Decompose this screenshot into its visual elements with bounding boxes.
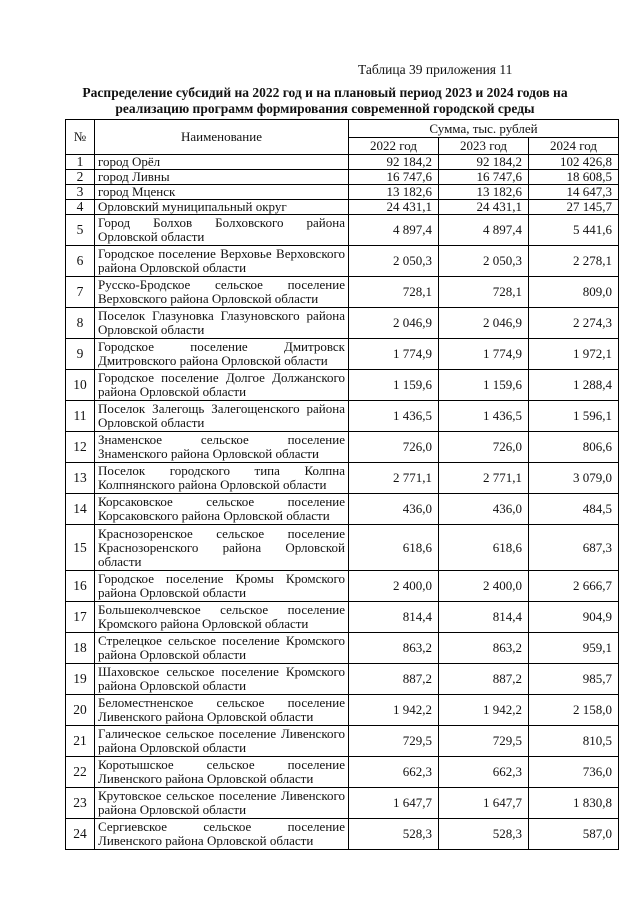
value-2024: 2 666,7	[529, 571, 619, 602]
value-2023: 726,0	[439, 432, 529, 463]
value-2023: 2 400,0	[439, 571, 529, 602]
value-2023: 1 942,2	[439, 695, 529, 726]
value-2024: 14 647,3	[529, 185, 619, 200]
row-number: 10	[66, 370, 95, 401]
header-year-2024: 2024 год	[529, 138, 619, 155]
value-2024: 1 596,1	[529, 401, 619, 432]
value-2024: 5 441,6	[529, 215, 619, 246]
value-2024: 18 608,5	[529, 170, 619, 185]
table-row	[66, 695, 619, 726]
row-name: город Мценск	[95, 185, 349, 200]
table-row	[66, 757, 619, 788]
row-name: Галическое сельское поселение Ливенского района Орловской области	[95, 726, 349, 757]
value-2023: 728,1	[439, 277, 529, 308]
value-2022: 92 184,2	[349, 155, 439, 170]
value-2023: 1 436,5	[439, 401, 529, 432]
row-name: Поселок городского типа Колпна Колпнянского района Орловской области	[95, 463, 349, 494]
value-2022: 2 771,1	[349, 463, 439, 494]
value-2023: 2 046,9	[439, 308, 529, 339]
row-name: Поселок Залегощь Залегощенского района Орловской области	[95, 401, 349, 432]
row-number: 13	[66, 463, 95, 494]
table-row	[66, 633, 619, 664]
row-name: Город Болхов Болховского района Орловской области	[95, 215, 349, 246]
table-row	[66, 155, 619, 170]
row-number: 23	[66, 788, 95, 819]
table-row	[66, 370, 619, 401]
table-row	[66, 463, 619, 494]
row-name: Стрелецкое сельское поселение Кромского района Орловской области	[95, 633, 349, 664]
value-2022: 1 159,6	[349, 370, 439, 401]
value-2024: 484,5	[529, 494, 619, 525]
row-name: город Орёл	[95, 155, 349, 170]
header-sum: Сумма, тыс. рублей	[349, 120, 619, 138]
row-number: 15	[66, 525, 95, 571]
row-number: 17	[66, 602, 95, 633]
value-2022: 1 436,5	[349, 401, 439, 432]
row-name: Большеколчевское сельское поселение Кромского района Орловской области	[95, 602, 349, 633]
value-2022: 618,6	[349, 525, 439, 571]
table-row	[66, 308, 619, 339]
value-2023: 1 647,7	[439, 788, 529, 819]
row-number: 21	[66, 726, 95, 757]
value-2022: 728,1	[349, 277, 439, 308]
value-2024: 959,1	[529, 633, 619, 664]
table-row	[66, 339, 619, 370]
value-2024: 2 158,0	[529, 695, 619, 726]
row-number: 12	[66, 432, 95, 463]
value-2022: 2 400,0	[349, 571, 439, 602]
value-2024: 3 079,0	[529, 463, 619, 494]
row-number: 5	[66, 215, 95, 246]
row-name: Беломестненское сельское поселение Ливенского района Орловской области	[95, 695, 349, 726]
value-2022: 662,3	[349, 757, 439, 788]
table-row	[66, 170, 619, 185]
row-number: 7	[66, 277, 95, 308]
value-2024: 810,5	[529, 726, 619, 757]
value-2024: 904,9	[529, 602, 619, 633]
value-2022: 1 942,2	[349, 695, 439, 726]
value-2024: 1 830,8	[529, 788, 619, 819]
header-year-2023: 2023 год	[439, 138, 529, 155]
row-number: 8	[66, 308, 95, 339]
value-2022: 726,0	[349, 432, 439, 463]
row-name: Поселок Глазуновка Глазуновского района Орловской области	[95, 308, 349, 339]
row-name: Корсаковское сельское поселение Корсаковского района Орловской области	[95, 494, 349, 525]
row-name: Городское поселение Долгое Должанского района Орловской области	[95, 370, 349, 401]
row-number: 22	[66, 757, 95, 788]
value-2023: 2 771,1	[439, 463, 529, 494]
value-2023: 436,0	[439, 494, 529, 525]
row-name: Краснозоренское сельское поселение Краснозоренского района Орловской области	[95, 525, 349, 571]
value-2024: 806,6	[529, 432, 619, 463]
table-row	[66, 401, 619, 432]
row-name: город Ливны	[95, 170, 349, 185]
value-2022: 4 897,4	[349, 215, 439, 246]
row-name: Крутовское сельское поселение Ливенского района Орловской области	[95, 788, 349, 819]
value-2022: 2 050,3	[349, 246, 439, 277]
value-2023: 16 747,6	[439, 170, 529, 185]
row-name: Знаменское сельское поселение Знаменского района Орловской области	[95, 432, 349, 463]
row-name: Сергиевское сельское поселение Ливенского района Орловской области	[95, 819, 349, 850]
table-row	[66, 200, 619, 215]
value-2024: 27 145,7	[529, 200, 619, 215]
row-number: 24	[66, 819, 95, 850]
value-2024: 809,0	[529, 277, 619, 308]
row-number: 11	[66, 401, 95, 432]
value-2023: 528,3	[439, 819, 529, 850]
table-row	[66, 788, 619, 819]
table-row	[66, 246, 619, 277]
value-2023: 2 050,3	[439, 246, 529, 277]
table-row	[66, 571, 619, 602]
value-2022: 729,5	[349, 726, 439, 757]
header-year-2022: 2022 год	[349, 138, 439, 155]
value-2023: 618,6	[439, 525, 529, 571]
table-row	[66, 819, 619, 850]
row-number: 20	[66, 695, 95, 726]
value-2024: 102 426,8	[529, 155, 619, 170]
table-row	[66, 277, 619, 308]
table-row	[66, 494, 619, 525]
row-number: 4	[66, 200, 95, 215]
value-2023: 729,5	[439, 726, 529, 757]
header-number: №	[66, 120, 95, 155]
value-2022: 1 647,7	[349, 788, 439, 819]
row-name: Городское поселение Дмитровск Дмитровского района Орловской области	[95, 339, 349, 370]
row-name: Городское поселение Верховье Верховского района Орловской области	[95, 246, 349, 277]
table-row	[66, 185, 619, 200]
row-number: 19	[66, 664, 95, 695]
table-row	[66, 664, 619, 695]
value-2023: 1 159,6	[439, 370, 529, 401]
value-2023: 1 774,9	[439, 339, 529, 370]
row-number: 2	[66, 170, 95, 185]
value-2023: 13 182,6	[439, 185, 529, 200]
value-2023: 814,4	[439, 602, 529, 633]
value-2022: 887,2	[349, 664, 439, 695]
value-2022: 2 046,9	[349, 308, 439, 339]
value-2023: 863,2	[439, 633, 529, 664]
row-number: 6	[66, 246, 95, 277]
value-2022: 863,2	[349, 633, 439, 664]
document-title: Распределение субсидий на 2022 год и на плановый период 2023 и 2024 годов на реализацию программ формирования современной городской среды	[82, 85, 568, 116]
table-body	[66, 155, 619, 850]
value-2023: 4 897,4	[439, 215, 529, 246]
value-2024: 2 274,3	[529, 308, 619, 339]
subsidy-table	[65, 119, 619, 850]
value-2024: 985,7	[529, 664, 619, 695]
table-row	[66, 602, 619, 633]
row-name: Городское поселение Кромы Кромского района Орловской области	[95, 571, 349, 602]
header-name: Наименование	[95, 120, 349, 155]
row-name: Шаховское сельское поселение Кромского района Орловской области	[95, 664, 349, 695]
row-number: 1	[66, 155, 95, 170]
row-number: 3	[66, 185, 95, 200]
row-name: Русско-Бродское сельское поселение Верховского района Орловской области	[95, 277, 349, 308]
value-2024: 736,0	[529, 757, 619, 788]
value-2024: 2 278,1	[529, 246, 619, 277]
value-2023: 24 431,1	[439, 200, 529, 215]
value-2024: 687,3	[529, 525, 619, 571]
value-2022: 528,3	[349, 819, 439, 850]
table-reference: Таблица 39 приложения 11	[358, 62, 513, 77]
value-2022: 13 182,6	[349, 185, 439, 200]
row-name: Орловский муниципальный округ	[95, 200, 349, 215]
row-name: Коротышское сельское поселение Ливенского района Орловской области	[95, 757, 349, 788]
value-2024: 587,0	[529, 819, 619, 850]
row-number: 14	[66, 494, 95, 525]
row-number: 16	[66, 571, 95, 602]
row-number: 18	[66, 633, 95, 664]
value-2022: 1 774,9	[349, 339, 439, 370]
value-2023: 662,3	[439, 757, 529, 788]
value-2022: 24 431,1	[349, 200, 439, 215]
table-row	[66, 726, 619, 757]
table-row	[66, 525, 619, 571]
value-2022: 814,4	[349, 602, 439, 633]
value-2023: 887,2	[439, 664, 529, 695]
value-2024: 1 972,1	[529, 339, 619, 370]
table-row	[66, 215, 619, 246]
value-2022: 436,0	[349, 494, 439, 525]
table-row	[66, 432, 619, 463]
value-2024: 1 288,4	[529, 370, 619, 401]
row-number: 9	[66, 339, 95, 370]
value-2023: 92 184,2	[439, 155, 529, 170]
value-2022: 16 747,6	[349, 170, 439, 185]
